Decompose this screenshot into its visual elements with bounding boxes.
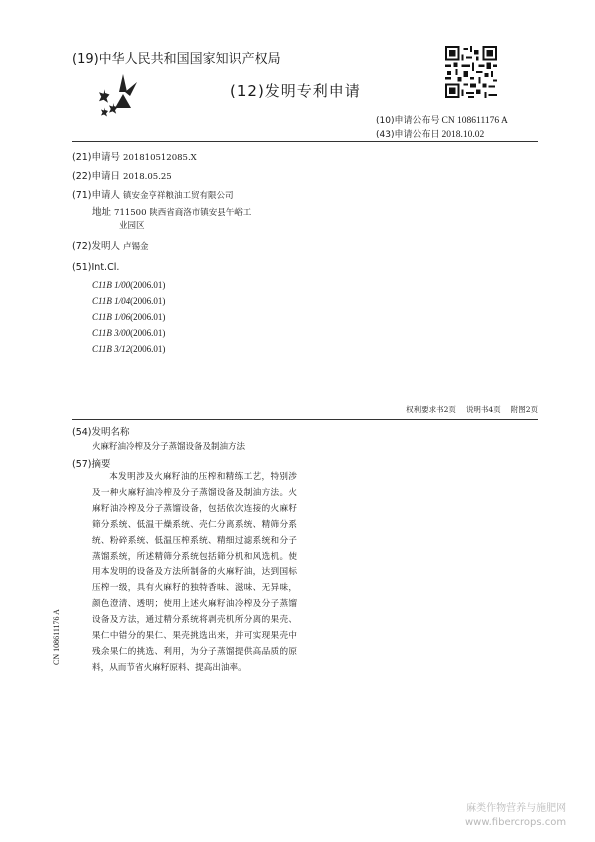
application-number-value: 201810512085.X — [123, 153, 197, 163]
document-type-title: (12)发明专利申请 — [230, 82, 361, 100]
applicant — [72, 187, 234, 201]
abstract-text: 本发明涉及火麻籽油的压榨和精练工艺，特别涉及一种火麻籽油冷榨及分子蒸馏设备及制油方法。火麻籽油冷榨及分子蒸馏设备，包括依次连接的火麻籽筛分系统、低温干燥系统、壳仁分离系统、精筛分系统、粉碎系统、低温压榨系统、精细过滤系统和分子蒸馏系统，所述精筛分系统包括筛分机和风选机。使用本发明的设备及方法所制备的火麻籽油，达到国标压榨一级，具有火麻籽的独特香味、滋味、无异味，颜色澄清、透明；使用上述火麻籽油冷榨及分子蒸馏设备及方法，通过精分系统将剥壳机所分离的果壳、果仁中错分的果仁、果壳挑选出来，并可实现果壳中残余果仁的挑选、利用，为分子蒸馏提供高品质的原料，从而节省火麻籽原料、提高出油率。 — [92, 472, 297, 673]
ipc-version: (2006.01) — [130, 312, 166, 322]
description-pages: 说明书4页 — [465, 405, 501, 414]
ipc-code: C11B 3/12 — [92, 344, 131, 354]
ipc-item — [92, 328, 165, 338]
applicant-name: 镇安金亨祥粮油工贸有限公司 — [123, 191, 234, 201]
website-watermark — [465, 802, 566, 830]
inventor-label: (72)发明人 — [72, 241, 121, 252]
page-counts — [396, 404, 538, 415]
inventor-name: 卢锡金 — [123, 242, 149, 252]
ipc-version: (2006.01) — [130, 280, 166, 290]
address-continuation — [119, 219, 145, 231]
drawings-pages: 附图2页 — [510, 405, 538, 414]
qr-code-icon[interactable] — [445, 46, 497, 98]
ipc-item — [92, 296, 165, 306]
abstract-label: (57)摘要 — [72, 459, 111, 470]
address-label: 地址 — [92, 207, 112, 218]
ipc-code: C11B 1/00 — [92, 280, 131, 290]
invention-title: 火麻籽油冷榨及分子蒸馏设备及制油方法 — [92, 442, 246, 452]
office-header: (19)中华人民共和国国家知识产权局 — [72, 52, 281, 67]
ipc-item — [92, 280, 165, 290]
address-line-1: 711500 陕西省商洛市镇安县午峪工 — [114, 208, 252, 218]
watermark-line-2: www.fibercrops.com — [465, 817, 567, 828]
ipc-version: (2006.01) — [130, 328, 166, 338]
publication-date — [376, 127, 484, 140]
claims-pages: 权利要求书2页 — [406, 405, 456, 414]
section-divider — [72, 419, 538, 420]
publication-number — [376, 113, 508, 126]
application-number-label: (21)申请号 — [72, 152, 121, 163]
ipc-item — [92, 312, 165, 322]
application-date-label: (22)申请日 — [72, 171, 121, 182]
patent-office-emblem-icon — [97, 72, 149, 120]
ipc-code: C11B 1/04 — [92, 296, 131, 306]
ipc-code: C11B 1/06 — [92, 312, 131, 322]
publication-number-value: CN 108611176 A — [441, 116, 508, 126]
ipc-item — [92, 344, 165, 354]
ipc-version: (2006.01) — [130, 296, 166, 306]
publication-date-label: (43)申请公布日 — [376, 130, 440, 140]
header-divider — [72, 141, 538, 142]
applicant-address — [92, 204, 251, 218]
title-label: (54)发明名称 — [72, 427, 130, 438]
application-date-value: 2018.05.25 — [123, 172, 172, 182]
applicant-label: (71)申请人 — [72, 190, 121, 201]
inventor — [72, 238, 149, 252]
publication-date-value: 2018.10.02 — [441, 130, 485, 140]
ipc-version: (2006.01) — [130, 344, 166, 354]
ipc-label: (51)Int.Cl. — [72, 262, 120, 273]
application-number — [72, 149, 197, 163]
ipc-code: C11B 3/00 — [92, 328, 131, 338]
side-publication-number: CN 108611176 A — [52, 609, 61, 665]
watermark-line-1: 麻类作物营养与施肥网 — [466, 803, 567, 814]
publication-number-label: (10)申请公布号 — [376, 116, 440, 126]
address-line-2: 业园区 — [119, 221, 145, 231]
title-row — [92, 440, 245, 452]
application-date — [72, 168, 172, 182]
